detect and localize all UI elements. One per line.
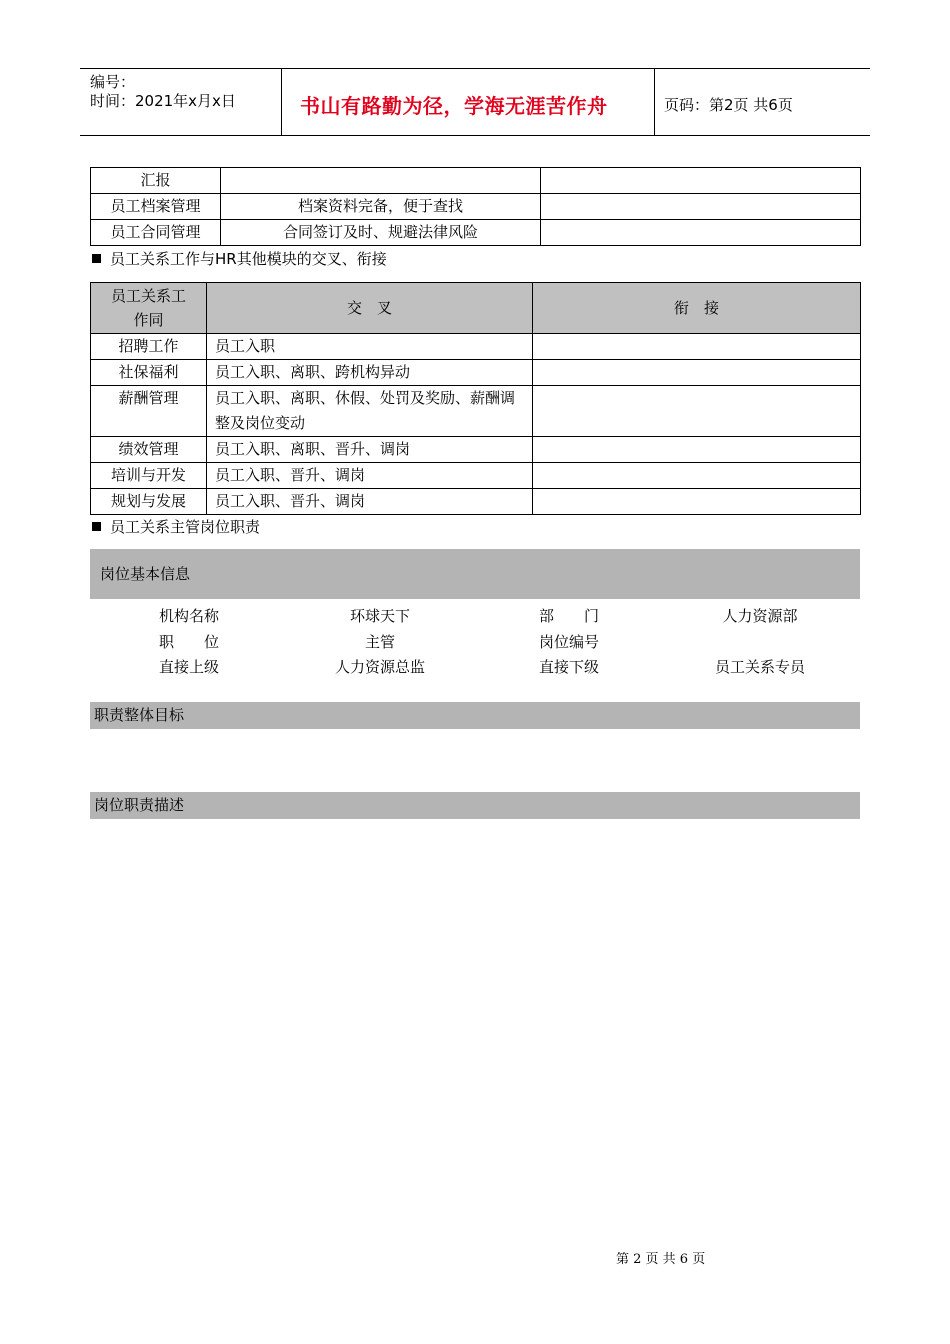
top-table: [90, 167, 861, 246]
info-label: 部 门: [538, 607, 599, 625]
table-cell: 员工入职: [207, 334, 533, 360]
table-cell: 档案资料完备，便于查找: [221, 194, 541, 220]
table-cell: 员工合同管理: [91, 220, 221, 246]
square-bullet-icon: [92, 254, 101, 263]
info-value: 环球天下: [349, 607, 410, 625]
header-divider: [654, 68, 655, 136]
duty-goal-band: 职责整体目标: [90, 702, 860, 729]
header-top-rule: [80, 68, 870, 69]
table-cell: 绩效管理: [91, 437, 207, 463]
table-cell: 员工档案管理: [91, 194, 221, 220]
table-cell: 合同签订及时、规避法律风险: [221, 220, 541, 246]
table-row: [91, 463, 861, 489]
table-cell: [533, 489, 861, 515]
table-header-row: [91, 283, 861, 334]
table-cell: [533, 360, 861, 386]
info-label: 直接上级: [158, 658, 219, 676]
table-row: [91, 489, 861, 515]
table-cell: [533, 463, 861, 489]
table-row: [91, 220, 861, 246]
header-motto: 书山有路勤为径，学海无涯苦作舟: [300, 94, 608, 118]
table-cell: [533, 334, 861, 360]
table-cell: [533, 386, 861, 437]
section-heading-text: 员工关系主管岗位职责: [110, 518, 261, 536]
table-cell: [541, 220, 861, 246]
info-label: 职 位: [158, 633, 219, 651]
table-row: [91, 437, 861, 463]
info-label: 直接下级: [538, 658, 599, 676]
table-row: [91, 194, 861, 220]
header-divider: [281, 68, 282, 136]
info-value: 人力资源总监: [334, 658, 425, 676]
table-cell: 招聘工作: [91, 334, 207, 360]
square-bullet-icon: [92, 522, 101, 531]
table-cell: 汇报: [91, 168, 221, 194]
position-info-band: 岗位基本信息: [90, 549, 860, 599]
table-cell: 员工入职、离职、跨机构异动: [207, 360, 533, 386]
table-header-cell: 员工关系工作同: [91, 283, 207, 334]
table-header-cell: 衔 接: [533, 283, 861, 334]
duty-description-band: 岗位职责描述: [90, 792, 860, 819]
table-cell: 规划与发展: [91, 489, 207, 515]
table-row: [91, 334, 861, 360]
table-cell: 培训与开发: [91, 463, 207, 489]
table-cell: [541, 194, 861, 220]
section-heading-crossover: [92, 248, 387, 269]
table-cell: 薪酬管理: [91, 386, 207, 437]
page-info: 页码：第2页 共6页: [664, 96, 793, 114]
table-cell: 员工入职、晋升、调岗: [207, 463, 533, 489]
table-cell: 社保福利: [91, 360, 207, 386]
doc-time-label: 时间：2021年x月x日: [90, 92, 236, 110]
info-value: 员工关系专员: [714, 658, 805, 676]
table-cell: 员工入职、晋升、调岗: [207, 489, 533, 515]
table-cell: [221, 168, 541, 194]
section-heading-text: 员工关系工作与HR其他模块的交叉、衔接: [110, 250, 387, 268]
info-label: 机构名称: [158, 607, 219, 625]
table-row: [91, 168, 861, 194]
info-value: 主管: [364, 633, 395, 651]
table-cell: 员工入职、离职、休假、处罚及奖励、薪酬调整及岗位变动: [207, 386, 533, 437]
header-bottom-rule: [80, 135, 870, 136]
info-label: 岗位编号: [538, 633, 599, 651]
section-heading-duties: [92, 516, 260, 537]
page-footer: 第 2 页 共 6 页: [616, 1252, 706, 1267]
info-value: 人力资源部: [722, 607, 798, 625]
table-cell: [541, 168, 861, 194]
crossover-table: [90, 282, 861, 515]
table-row: [91, 386, 861, 437]
table-cell: [533, 437, 861, 463]
table-cell: 员工入职、离职、晋升、调岗: [207, 437, 533, 463]
table-row: [91, 360, 861, 386]
doc-number-label: 编号：: [90, 73, 136, 91]
table-header-cell: 交 叉: [207, 283, 533, 334]
